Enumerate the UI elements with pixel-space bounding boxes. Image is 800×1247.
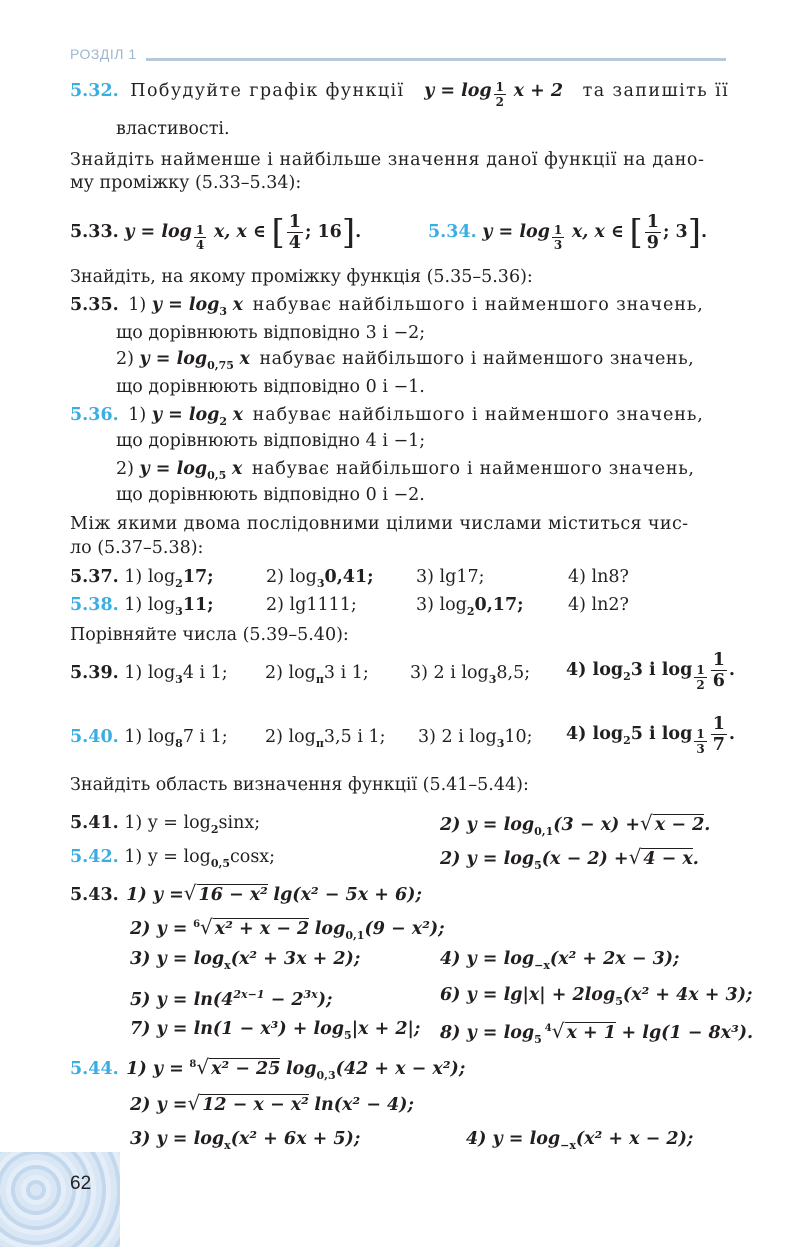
instruction-5-33: Знайдіть найменше і найбільше значення даної функції на дано- bbox=[70, 150, 705, 170]
problem-5-32-line2: властивості. bbox=[116, 119, 230, 139]
log-base-fraction: $\frac{1}{2}$ bbox=[495, 80, 505, 109]
problem-5-33: 5.33. y = log $\frac{1}{4}$ x, x ∈ [ $\frac{1}{4}$ ; 16]. bbox=[70, 212, 362, 253]
instruction-5-37-b: ло (5.37–5.38): bbox=[70, 538, 204, 558]
problem-5-43-item1: 5.43. 1) y =√ 16 − x² lg(x² − 5x + 6); bbox=[70, 881, 422, 905]
instruction-5-33-b: му проміжку (5.33–5.34): bbox=[70, 173, 302, 193]
problem-5-35-line4: що дорівнюють відповідно 0 і −1. bbox=[116, 377, 425, 397]
instruction-5-35: Знайдіть, на якому проміжку функція (5.35–5.36): bbox=[70, 267, 533, 287]
problem-5-43-item2: 2) y = $^6$√ x² + x − 2 $\log_{0,1}(9 - x^2)$; bbox=[130, 914, 445, 942]
instruction-5-37: Між якими двома послідовними цілими числами міститься чис- bbox=[70, 514, 689, 534]
problem-5-35-line3: 2) $y = \log_{0,75} x$ набуває найбільшого і найменшого значень, bbox=[116, 349, 695, 372]
problem-5-36-line3: 2) $y = \log_{0,5} x$ набуває найбільшого і найменшого значень, bbox=[116, 459, 695, 482]
instruction-5-39: Порівняйте числа (5.39–5.40): bbox=[70, 625, 349, 645]
problem-5-36-line4: що дорівнюють відповідно 0 і −2. bbox=[116, 485, 425, 505]
problem-5-36-line1: 5.36. 1) $y = \log_2 x$ набуває найбільшого і найменшого значень, bbox=[70, 405, 704, 428]
section-label: РОЗДІЛ 1 bbox=[70, 46, 137, 62]
problem-5-32-line1: 5.32. Побудуйте графік функції y = log $\frac{1}{2}$ x + 2 та запишіть її bbox=[70, 80, 730, 109]
problems-5-33-5-34 bbox=[70, 208, 726, 258]
corner-decoration bbox=[0, 1152, 120, 1247]
problem-5-39: 5.39. 1) $\log_34$ і 1; 2) $\log_\pi 3$ і 1; 3) 2 і $\log_38,5$; 4) $\log_23$ і log $\frac{1}{2}$ $\frac{1}{6}$ . bbox=[70, 650, 735, 692]
problem-5-35-line2: що дорівнюють відповідно 3 і −2; bbox=[116, 323, 426, 343]
problem-5-44-item2: 2) y =√ 12 − x − x² ln(x² − 4); bbox=[130, 1091, 414, 1115]
problem-5-44-item1: 5.44. 1) y = $^8$√ x² − 25 $\log_{0,3}(42 + x - x^2)$; bbox=[70, 1054, 466, 1082]
instruction-5-41: Знайдіть область визначення функції (5.41–5.44): bbox=[70, 775, 529, 795]
problem-5-34: 5.34. y = log $\frac{1}{3}$ x, x ∈ [ $\frac{1}{9}$ ; 3]. bbox=[428, 212, 708, 253]
problem-5-35-line1: 5.35. 1) $y = \log_3 x$ набуває найбільшого і найменшого значень, bbox=[70, 295, 704, 318]
page-number: 62 bbox=[70, 1173, 92, 1194]
problem-5-40: 5.40. 1) $\log_87$ і 1; 2) $\log_\pi 3,5$ і 1; 3) 2 і $\log_310$; 4) $\log_25$ і log $\frac{1}{3}$ $\frac{1}{7}$ . bbox=[70, 714, 735, 756]
header-rule bbox=[146, 58, 726, 61]
problem-number: 5.32. bbox=[70, 81, 119, 101]
problem-5-36-line2: що дорівнюють відповідно 4 і −1; bbox=[116, 431, 426, 451]
running-header bbox=[70, 46, 726, 66]
